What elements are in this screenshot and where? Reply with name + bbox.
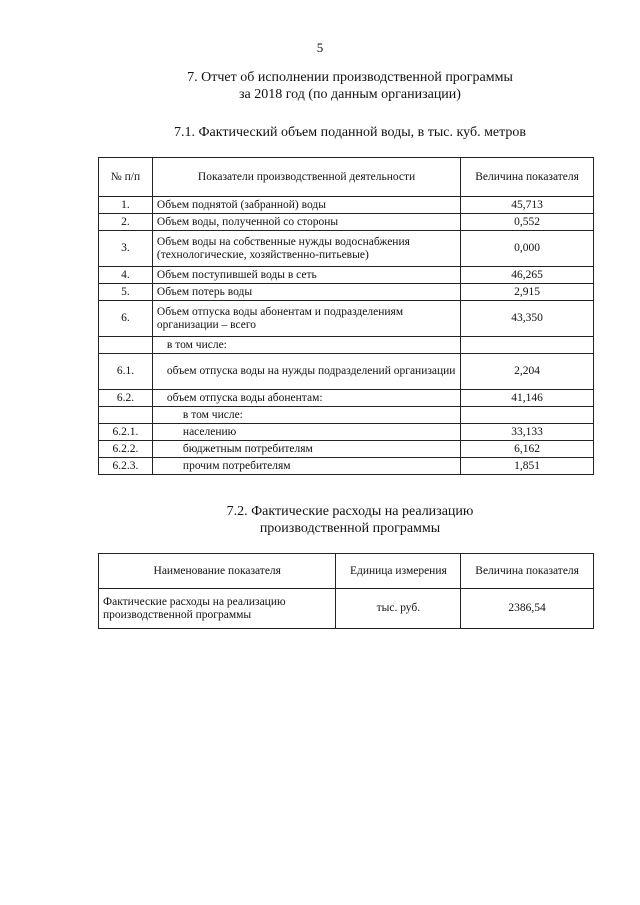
row-label: прочим потребителям (152, 458, 460, 475)
header-value: Величина показателя (461, 158, 594, 197)
row-value: 33,133 (461, 424, 594, 441)
row-value: 2,915 (461, 284, 594, 301)
row-label: Объем отпуска воды абонентам и подразделениям организации – всего (152, 301, 460, 337)
row-unit: тыс. руб. (336, 589, 461, 629)
row-num: 6. (99, 301, 153, 337)
table-row (99, 424, 594, 441)
table-row (99, 214, 594, 231)
row-value: 2386,54 (461, 589, 594, 629)
row-label: бюджетным потребителям (152, 441, 460, 458)
row-value: 6,162 (461, 441, 594, 458)
table-row (99, 231, 594, 267)
section-7-2-title-line1: 7.2. Фактические расходы на реализацию (226, 504, 474, 519)
row-label: Объем воды, полученной со стороны (152, 214, 460, 231)
expenses-table (98, 553, 594, 629)
table-row (99, 458, 594, 475)
row-num: 6.2. (99, 390, 153, 407)
row-num: 1. (99, 197, 153, 214)
table-row (99, 441, 594, 458)
row-num: 2. (99, 214, 153, 231)
row-value: 0,000 (461, 231, 594, 267)
table-row (99, 267, 594, 284)
row-num: 4. (99, 267, 153, 284)
row-value: 45,713 (461, 197, 594, 214)
header-name: Наименование показателя (99, 554, 336, 589)
table-row (99, 354, 594, 390)
row-num: 5. (99, 284, 153, 301)
row-label: Объем потерь воды (152, 284, 460, 301)
row-num (99, 337, 153, 354)
table-row (99, 197, 594, 214)
section-7-1-title: 7.1. Фактический объем поданной воды, в тыс. куб. метров (173, 125, 527, 140)
row-label: объем отпуска воды на нужды подразделений организации (152, 354, 460, 390)
row-label: Фактические расходы на реализацию производственной программы (99, 589, 336, 629)
row-value: 43,350 (461, 301, 594, 337)
table-row (99, 390, 594, 407)
section-7-title-line1: 7. Отчет об исполнении производственной программы (187, 70, 513, 85)
row-label: в том числе: (152, 407, 460, 424)
row-label: в том числе: (152, 337, 460, 354)
row-num (99, 407, 153, 424)
section-7-2-title-line2: производственной программы (259, 521, 441, 536)
page-number: 5 (316, 40, 324, 55)
header-unit: Единица измерения (336, 554, 461, 589)
row-num: 6.2.3. (99, 458, 153, 475)
header-indicator: Показатели производственной деятельности (152, 158, 460, 197)
row-value: 46,265 (461, 267, 594, 284)
row-num: 6.1. (99, 354, 153, 390)
water-volume-table (98, 157, 594, 475)
table-header-row (99, 554, 594, 589)
row-value: 41,146 (461, 390, 594, 407)
row-value: 0,552 (461, 214, 594, 231)
row-label: населению (152, 424, 460, 441)
section-7-2-title (100, 503, 600, 537)
table-row (99, 337, 594, 354)
table-header-row (99, 158, 594, 197)
row-label: Объем поступившей воды в сеть (152, 267, 460, 284)
row-value: 1,851 (461, 458, 594, 475)
row-label: Объем воды на собственные нужды водоснабжения (технологические, хозяйственно-питьевые) (152, 231, 460, 267)
row-value (461, 337, 594, 354)
table-row (99, 284, 594, 301)
row-value: 2,204 (461, 354, 594, 390)
row-num: 3. (99, 231, 153, 267)
header-num: № п/п (99, 158, 153, 197)
row-label: объем отпуска воды абонентам: (152, 390, 460, 407)
section-7-title (100, 69, 600, 103)
table-row (99, 589, 594, 629)
row-num: 6.2.2. (99, 441, 153, 458)
section-7-title-line2: за 2018 год (по данным организации) (239, 87, 461, 102)
header-value: Величина показателя (461, 554, 594, 589)
table-row (99, 301, 594, 337)
row-num: 6.2.1. (99, 424, 153, 441)
row-label: Объем поднятой (забранной) воды (152, 197, 460, 214)
row-value (461, 407, 594, 424)
table-row (99, 407, 594, 424)
